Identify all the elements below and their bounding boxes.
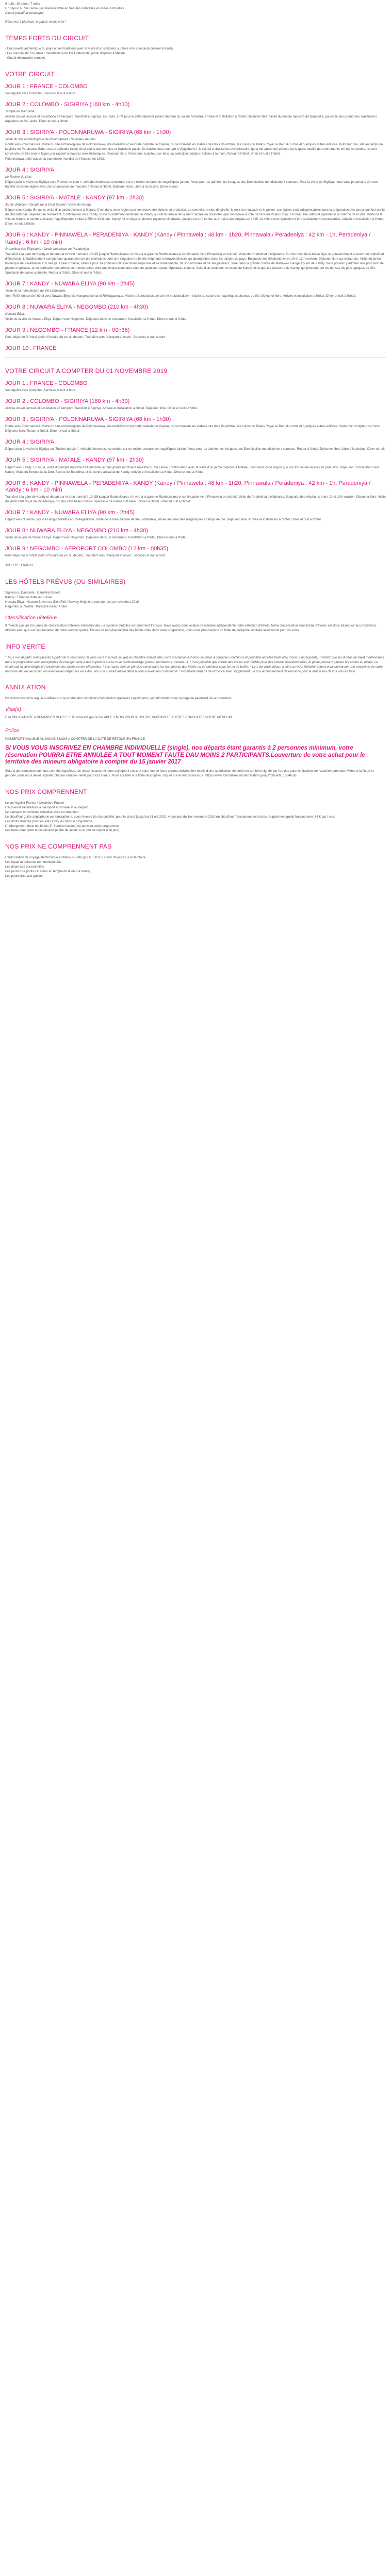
temps-fort-item: - Découverte authentique du pays et ses traditions avec la visite d'un sculpteur sur bois et le spectacle culturel à Kandy: [5, 47, 173, 51]
prix-item: Le chauffeur guide anglophone ou francophone, sous réserve de disponibilité, pour le circuit (jusqu'au 31 oct 2019. A compter du 1er novembre 2019 un chauffeur francophone est inclus. Supplément guide francophone: 34 € par / sec.: [5, 815, 335, 819]
day-heading: JOUR 4 : SIGIRIYA: [5, 167, 55, 174]
day-text: Polonnaruwa a été classé au patrimoine mondial de l'Unesco en 1982.: [5, 157, 105, 161]
day-text: Temple de Dambulla.: [5, 110, 36, 114]
prix-ne-item: Les pourboires aux guides: [5, 874, 43, 878]
police-after: Suite à des situations qui nous sont été signalées, les ressortissants mineurs voyageant seuls et sans l'un de leurs parents doivent être munis d'une autorisation de sortie du territoire signée par l'un des parents titulaires de l'autorité parentale. Même à la fin de la période, vous nous devez signaler chaque situation réelle pour tout mineur. Pour accéder à la fiche descriptive, cliquer sur le lien ci-dessous : https://www.formulaires.modernisation.gouv.fr/gf/cerfa_15646.do: [5, 769, 374, 778]
info-verite-text: * Tous nos départs sont garantis à partir de 2 personnes (si vous vous inscrivez seul(e) en chambre individuelle, votre inscription est donc soumise à certaines conditions et peut être annulée faute d'au moins 2 participants). * Notez que les durées de trajet mentionnées dans le programme sont susceptibles de changer suite à des imprévus sur la route (embouteillage, pluies, inondations, travaux...). * Il est possible que l'ordre des visites soit modifié pour des raisons opérationnelles, le guide pourra organiser les visites au mieux. Le circuit suit la chronologie et l'ensemble des visites seront effectuées. * Les repas sont en principe servis dans les restaurants des hôtels ou à l'extérieur sous forme de buffet. * Lors de votre séjour, à votre arrivée, l'hôtelier pourra vous demander une empreinte de carte bancaire afin de sécuriser vos éventuelles dépenses en extra. Vous ne subirez aucun débit si vous n'avez rien consommé. * Possibilité départs de Province avec supplément. Le prix acheminement de Province pour la réalisation de vos vols en train.: [5, 655, 384, 673]
prix-item: L'accueil et l'assistance à l'aéroport à l'arrivée et au départ: [5, 805, 88, 809]
day-text: Vol régulier vers Colombo. Services et nuit à bord.: [5, 388, 76, 392]
day-block: [5, 398, 386, 411]
day-block: [5, 439, 386, 452]
day-text: Transfert à la gare de Kandy et départ par le train normal à 10h25 jusqu'à Rambukkana. Arrivée à la gare de Rambukkana et continuation vers Pinnawela en tuk tuk. Visite de l'orphelinat d'éléphants. Baignade des éléphants entre 10 et 13 h environ. Déjeuner libre. Visite du jardin botanique de Peradeniya, l'un des plus beaux d'Asie. Spectacle de danse culturelle. Retour à l'hôtel. Dîner et nuit à l'hôtel.: [5, 495, 386, 503]
day-text: Route vers Polonnaruwa. Visite du site archéologique de Polonnaruwa, site médiéval et seconde capitale de Ceylan, où se trouvent les statues des trois Bouddhas, les ruines du Palais Royal, le Bain du Lotus et quelques autres édifices. Visite d'un sculpteur sur bois. Déjeuner libre. Retour à l'hôtel. Dîner et nuit à l'hôtel.: [5, 425, 381, 433]
day-heading: JOUR 6 : KANDY - PINNAWELA - PERADENIYA - KANDY (Kandy / Pinnawela : 48 km - 1h20, Pinnawala / Peradeniya : 42 km - 1h, Peradeniya / Kandy : 6 km - 10 min): [5, 232, 371, 245]
annulation-text: En raison des coûts réguliers affiliés sur ce produit des conditions d'annulation spéciales s'appliquent, voir informations sur la page de paiement de la prestation.: [5, 696, 232, 700]
day-block: [5, 416, 386, 434]
visa-text: ETA OBLIGATOIRE A DEMANDER SUR LE SITE www.eta.gov.lk VALABLE 3 MOIS POUR 30 JOURS, VACCINS ET AUTRES CONSULTEZ VOTRE MEDECIN: [5, 716, 232, 720]
day-block: [5, 480, 386, 504]
day-heading: JOUR 9 : NEGOMBO - FRANCE (12 km - 00h35): [5, 327, 130, 333]
circuit-2019-title: VOTRE CIRCUIT A COMPTER DU 01 NOVEMBRE 2019: [5, 367, 168, 375]
day-text: Orphelinat des Éléphants / Jardin botanique de Peradeniya.: [5, 247, 90, 251]
hotel-item: Negombo ou Wattal : Paradise Beach Hotel: [5, 604, 67, 608]
single-warning: SI VOUS VOUS INSCRIVEZ EN CHAMBRE INDIVIDUELLE (single), nos départs étant garantis à 2 personnes minimum, votre réservation POURRA ETRE ANNULEE A TOUT MOMENT FAUTE DAU MOINS 2 PARTICIPANTS.Louverture de votre achat pour le territoire des mineurs obligatoire à compter du 15 janvier 2017: [5, 744, 365, 766]
classification-title: Classification hôtelière: [5, 615, 57, 621]
day-text: Départ pour la visite de Sigiriya ou "Rocher du Lion", véritable forteresse construite sur un rocher entouré de magnifiques jardins. Vous pourrez admirer les fresques des Demoiselles mondialement connues. Retour à l'hôtel. Déjeuner libre. Libre à la piscine. Dîner et nuit.: [5, 447, 386, 451]
day-block: [5, 528, 386, 540]
prix-ne-item: Les dépenses personnelles: [5, 865, 44, 869]
hotels-title: LES HÔTELS PRÉVUS (OU SIMILAIRES): [5, 578, 126, 586]
hotel-item: Nuwara Eliya : Heaven Seven ou Glen Fall / Galway Heights à compter du 1er novembre 2019: [5, 600, 139, 604]
divider: [5, 357, 386, 358]
day-text: Petit-déjeuner à l'hôtel (selon l'horaire du vol du départ). Transfert vers l'aéroport et envol . Services et nuit à bord.: [5, 335, 167, 340]
day-heading: JOUR 3 : SIGIRIYA - POLONNARUWA - SIGIRIYA (68 km - 1h30): [5, 129, 171, 135]
classification-text: Il n'existe pas au Sri Lanka de classification hôtelière internationale. Le système d'étoiles est purement français. Nous avons donc évalué de manière indépendante notre sélection d'hôtels. Notre classification sous forme d'étoiles est donc basée sur les prestations offertes ainsi que sur l'appréciation de notre service qualité. En cas de non-disponibilité des hôtels cités dans votre programme, nous vous proposerons un hôtel de catégorie similaire sélectionné par nos soins.: [5, 624, 377, 633]
temps-forts-list: [5, 47, 386, 61]
day-text: Transfert à la gare de Kandy et départ par le train normal à 10h25 jusqu'à Rambukkana. Arrivée à la gare de Rambukkana et continuation vers Pinnawela en tuk tuk. Visite de l'orphelinat d'éléphants. Sur les rives de la Maya Oya, le gouvernement a ouvert un orphelinat d'éléphants. L'établissement compte une quarantaine de pensionnaires dont une vingtaine de bébés éléphants retrouvés blessés ou abandonnés dans les jungles du pays. Baignade des éléphants entre 10 et 13 h environ. Déjeuner libre au restaurant. Visite du jardin botanique de Peradeniya, l'un des plus beaux d'Asie, célèbre pour sa profusion de spécimens tropicaux et sa remarquable, de son orchidée et de ses palmiers, situé dans la grande courbe de Mahaweli Ganga à 5 km de Kandy. Vous pourrez y admirer une profusion de plantes tropicales, et en particulier des arbres du monde entier, dont une impressionnante allée de palmiers royaux. Spectacle culturel, visite d'un sculpteur de tissus de Kandy, ainsi que les danseurs de Kandy, qui présenteront les danses les plus typiques de l'île. Spectacle de danse culturelle. Retour à l'hôtel. Dîner et nuit à l'hôtel.: [5, 252, 384, 275]
day-block: [5, 129, 386, 162]
day-text: Départ pour la visite de Sigiriya ou « Rocher du Lion », véritable forteresse construite sur un rocher entouré de magnifiques jardins. Vous pourrez admirer les fresques des Demoiselles mondialement connues. Pour la visite de Sigiriya, nous vous proposons de vous habiller en tenue légère avec des chaussures de marches ! Retour à l'hôtel. Déjeuner libre. Libre à la piscine. Dîner et nuit.: [5, 180, 378, 189]
day-heading: JOUR 7 : KANDY - NUWARA ELIYA (90 km - 2h45): [5, 509, 135, 516]
day-heading: JOUR 6 : KANDY - PINNAWELA - PERADENIYA - KANDY (Kandy / Pinnawela : 48 km - 1h20, Pinnawala / Peradeniya : 42 km - 1h, Peradeniya / Kandy : 6 km - 10 min): [5, 480, 371, 493]
day-heading: JOUR 5 : SIGIRIYA - MATALE - KANDY (97 km - 2h30): [5, 195, 144, 201]
intro-line-1: Un séjour au Sri Lanka, un itinéraire riche en beautés naturelles et visites culturelles.: [5, 6, 125, 10]
day-block: [5, 83, 386, 96]
day-block: [5, 167, 386, 190]
page: [5, 0, 386, 884]
day-heading: JOUR 5 : SIGIRIYA - MATALE - KANDY (97 km - 2h30): [5, 457, 144, 464]
hotel-item: Sigiriya ou Dambulla : Camellia Resort: [5, 590, 60, 595]
day-text: Départ vers Kandy. En route, visite du temple rupestre de Dambulla, le plus grand sanctuaire rupestre du Sri Lanka. Continuation avec la visite d'un jardin d'épices à Matale. C'est dans cette région que l'on trouve des épices en profusion. Déjeuner. Continuation vers Kandy. Visite du Temple de la Dent Sacrée de Bouddha, et du centre artisanal de Kandy. Arrivée et installation à l'hôtel. Dîner et nuit à l'hôtel.: [5, 465, 380, 474]
day-heading: JOUR 10 : FRANCE: [5, 345, 57, 352]
prix-ne-item: Les repas et boissons non mentionnées: [5, 860, 62, 864]
day-text: Vers 7h00, départ de l'hôtel vers Nuwara Eliya via Hanguranketha et Rikillagaskada. Visite de la manufacture de thé « Liddesdale », située au cœur des magnifiques champs de thé. Déjeuner libre. Arrivée et installation à l'hôtel. Dîner et nuit à l'hôtel.: [5, 294, 356, 298]
reserve-note: Réservez à plusieurs et payez moins cher !: [5, 20, 67, 24]
temps-fort-item: - Les sources du Sri Lanka : manufacture de thé Liddesdale, jardin d'épices à Matale: [5, 52, 125, 56]
day-block: [5, 281, 386, 299]
day-heading: JOUR 2 : COLOMBO - SIGIRIYA (180 km - 4h30): [5, 398, 130, 404]
day-heading: JOUR 2 : COLOMBO - SIGIRIYA (180 km - 4h30): [5, 101, 130, 108]
circuit-days: [5, 83, 386, 352]
day-block: [5, 195, 386, 227]
day-heading: JOUR 7 : KANDY - NUWARA ELIYA (90 km - 2h45): [5, 280, 135, 287]
annulation-title: ANNULATION: [5, 684, 46, 691]
day-block: [5, 232, 386, 275]
day-text: Visite de la manufacture de thé Liddesdale.: [5, 289, 67, 293]
prix-item: Les taxes d'aéroport et de sécurité (à titre de séjour à ce jour de séjour à ce jour): [5, 828, 120, 833]
nos-prix-ne-title: NOS PRIX NE COMPRENNENT PAS: [5, 843, 112, 851]
votre-circuit-title: VOTRE CIRCUIT: [5, 71, 55, 78]
day-text: Visite de la ville de Nuwara Eliya. Départ vers Negombo. Déjeuner dans un restaurant. Installation à l'hôtel. Dîner et nuit à l'hôtel.: [5, 317, 187, 321]
day-block: [5, 327, 386, 340]
day-text: Visite du site archéologique de Polonnaruwa / Sculpteur de bois.: [5, 138, 96, 142]
circuit-2019-last: JOUR 10 : FRANCE: [5, 564, 35, 568]
day-text: Arrivée du vol, accueil et assistance à l'aéroport. Transfert à Sigiriya. En route, arrêt pour le petit-déjeuner (selon l'horaire du vol de l'arrivée). Arrivée et installation à l'hôtel. Déjeuner libre. Visite du temple rupestre de Dambulla, qui est le plus grand des sanctuaires rupestres du Sri Lanka. Dîner et nuit à l'hôtel.: [5, 115, 377, 123]
day-heading: JOUR 1 : FRANCE - COLOMBO: [5, 380, 88, 386]
police-title: Police: [5, 728, 20, 734]
prix-item: L'hébergement dans les hôtels 3*, l'entrée locales) en pension selon programme: [5, 824, 119, 828]
day-text: Départ vers Nuwara Eliya via Hanguranketha et Rikillagaskada. Visite de la manufacture de thé Liddesdale, située au cœur des magnifiques champs de thé. Déjeuner libre. Arrivée et installation à l'hôtel. Dîner et nuit à l'hôtel.: [5, 518, 322, 522]
prix-item: Les droits d'entrée pour les sites indiqués dans le programme: [5, 819, 92, 823]
day-heading: JOUR 1 : FRANCE - COLOMBO: [5, 83, 88, 90]
day-heading: JOUR 4 : SIGIRIYA: [5, 439, 55, 446]
day-block: [5, 345, 386, 352]
day-text: Visite de la ville de Nuwara Eliya. Départ vers Negombo. Déjeuner dans un restaurant. Installation à l'hôtel. Dîner et nuit à l'hôtel.: [5, 536, 187, 540]
prix-item: Le vol régulier France / Colombo / France: [5, 801, 64, 805]
day-text: Petit-déjeuner à l'hôtel (selon l'horaire du vol du départ). Transfert vers l'aéroport et envol . Services et nuit à bord.: [5, 554, 167, 558]
day-block: [5, 304, 386, 322]
day-block: [5, 380, 386, 393]
intro-line-2: Circuit privatif accompagné.: [5, 11, 45, 15]
day-block: [5, 101, 386, 124]
day-text: Route vers Polonnaruwa. Visite du site archéologique de Polonnaruwa, site médiéval et seconde capitale de Ceylan, où se trouvent les statues des trois Bouddhas, les ruines du Palais Royal, le Bain du Lotus et quelques autres édifices. Polonnaruwa, site au temps de la gloire de Parakrama Bahu, est un véritable trésor de la plaine des temples et d'anciens palais. Ils doivent tous une part à Vijayabahu I, le roi qui a chassé les envahisseurs, qui a été aussi une période où la quasi-totalité des monuments ont été construits. Ils sont conservés de très bonne façon, par rapport à d'autres sites historiques. Déjeuner libre. Visite d'un sculpteur sur bois, sa collection d'objets réalisés à la main. Retour à l'hôtel. Dîner et nuit à l'hôtel.: [5, 143, 383, 156]
hotel-item: Kandy : Thilanka Hotel ou Suisse: [5, 595, 53, 599]
day-heading: JOUR 3 : SIGIRIYA - POLONNARUWA - SIGIRIYA (68 km - 1h30): [5, 416, 171, 423]
hotels-list: [5, 591, 386, 609]
day-text: Départ vers Kandy. En route, visite d'un jardin d'épices à Matale. C'est dans cette région que l'on trouve des épices en profusion. La cannelle, le clou de girofle, la noix de muscade et le poivre, ces épices sont indispensables dans la préparation des currys qui font partie du plat national. Déjeuner au restaurant. Continuation vers Kandy. Visite du bâtiment dominant de Kandy qui est le temple de la Dent Sacrée de Bouddha, que l'on trouve à côté de l'ancien Palais Royal. Un beau lieu artificiel agrémente le charme de la ville. Visite de la ville de Kandy, le centre artisanal, magnifiquement situé à 550 m d'altitude. Kandy fut le siège du dernier royaume cinghalais, jusqu'à ce qu'il tombe aux mains des Anglais en 1815. La ville a une réputation d'être socialement conservatrice. Arrivée et installation à l'hôtel. Dîner et nuit à l'hôtel.: [5, 208, 385, 226]
intro: [5, 2, 386, 25]
prix-ne-item: L'autorisation de voyage électronique à obtenir sur eta.gov.lk : 50 USD pour 30 jours sur le territoire: [5, 855, 146, 859]
day-text: Le Rocher du Lion.: [5, 175, 32, 179]
day-block: [5, 510, 386, 522]
day-text: Jardin d'épices / Temple de la Dent Sacrée / Visite de Kandy.: [5, 203, 91, 207]
day-block: [5, 546, 386, 558]
day-heading: JOUR 8 : NUWARA ELIYA - NEGOMBO (210 km - 4h30): [5, 303, 148, 310]
prix-item: Le transport en véhicule climatisé avec un chauffeur: [5, 810, 79, 814]
day-text: Nuwara Eliya.: [5, 312, 25, 316]
nos-prix-ne-list: [5, 856, 386, 879]
day-text: Vol régulier vers Colombo. Services et nuit à bord.: [5, 91, 76, 95]
duration: 9 nuits, 10 jours / 7 nuits: [5, 2, 40, 6]
nos-prix-list: [5, 801, 386, 834]
prix-ne-item: Les permis de photos et vidéo au temple de la dent à Kandy: [5, 869, 90, 873]
info-verite-title: INFO VERITÉ: [5, 643, 45, 651]
day-heading: JOUR 9 : NEGOMBO - AEROPORT COLOMBO (12 km - 00h35): [5, 546, 169, 552]
visa-title: Visa(s): [5, 706, 21, 713]
temps-forts-title: TEMPS FORTS DU CIRCUIT: [5, 34, 89, 42]
circuit-2019-days: [5, 380, 386, 559]
day-heading: JOUR 8 : NUWARA ELIYA - NEGOMBO (210 km - 4h30): [5, 528, 148, 534]
day-text: Arrivée du vol, accueil et assistance à l'aéroport. Transfert à Sigiriya. Arrivée et installation à l'hôtel. Déjeuner libre. Dîner et nuit à l'hôtel.: [5, 406, 198, 411]
police-text: PASSEPORT VALABLE AU MOINS 6 MOIS A COMPTER DE LA DATE DE RETOUR EN FRANCE: [5, 737, 145, 741]
nos-prix-title: NOS PRIX COMPRENNENT: [5, 788, 87, 796]
day-block: [5, 457, 386, 474]
temps-fort-item: - Circuit découverte complet: [5, 56, 45, 60]
